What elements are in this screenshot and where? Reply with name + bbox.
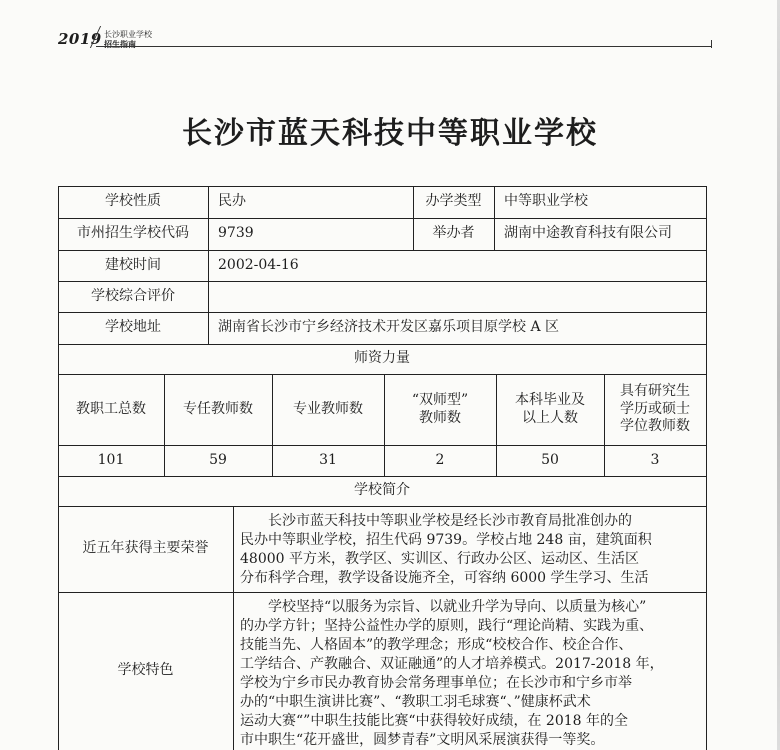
staff-header: 教职工总数 <box>76 400 146 417</box>
text-line: 的办学方针；坚持公益性办学的原则，践行“理论尚精、实践为重、 <box>240 618 654 634</box>
text-line: 学校为宁乡市民办教育协会常务理事单位；在长沙市和宁乡市举 <box>240 675 632 691</box>
text-line: 运动大赛“”中职生技能比赛“中获得较好成绩，在 2018 年的全 <box>240 713 628 729</box>
staff-header: 专业教师数 <box>293 400 363 417</box>
text-line: 48000 平方米，教学区、实训区、行政办公区、运动区、生活区 <box>240 551 639 567</box>
intro-section-title: 学校简介 <box>354 482 410 499</box>
founded-label: 建校时间 <box>105 256 161 273</box>
text-line: 办的“中职生演讲比赛”、“教职工羽毛球赛“、”健康杯武术 <box>240 694 591 710</box>
header-year: 2019 <box>58 30 102 48</box>
staff-header: 本科毕业及 以上人数 <box>515 392 585 426</box>
text-line: 长沙市蓝天科技中等职业学校是经长沙市教育局批准创办的 <box>240 513 632 529</box>
type-label: 办学类型 <box>425 193 482 210</box>
founded-value: 2002-04-16 <box>218 256 299 273</box>
nature-value: 民办 <box>218 193 246 210</box>
staff-value: 101 <box>97 451 125 468</box>
staff-header: 专任教师数 <box>183 400 253 417</box>
address-label: 学校地址 <box>105 319 161 336</box>
staff-value: 31 <box>319 451 337 468</box>
sponsor-label: 举办者 <box>432 225 475 242</box>
staff-value: 3 <box>650 451 660 468</box>
code-label: 市州招生学校代码 <box>77 225 189 242</box>
staff-header: 具有研究生 学历或硕士 学位教师数 <box>620 383 690 435</box>
honors-text <box>240 512 700 592</box>
nature-label: 学校性质 <box>105 193 161 210</box>
staff-header: “双师型” 教师数 <box>411 392 469 426</box>
type-value: 中等职业学校 <box>504 193 588 210</box>
page-header <box>56 26 712 50</box>
staff-value: 59 <box>209 451 227 468</box>
sponsor-value: 湖南中途教育科技有限公司 <box>504 225 672 242</box>
header-rule <box>96 46 712 47</box>
text-line: 民办中等职业学校，招生代码 9739。学校占地 248 亩，建筑面积 <box>240 532 652 548</box>
header-guide-title: 招生指南 <box>104 40 136 49</box>
text-line: 学校坚持“以服务为宗旨、以就业升学为导向、以质量为核心” <box>240 599 647 615</box>
text-line: 分布科学合理，教学设备设施齐全，可容纳 6000 学生学习、生活 <box>240 570 649 586</box>
page-title: 长沙市蓝天科技中等职业学校 <box>182 116 598 151</box>
staff-section-title: 师资力量 <box>354 350 410 367</box>
honors-label: 近五年获得主要荣誉 <box>82 540 209 557</box>
evaluation-label: 学校综合评价 <box>91 287 175 304</box>
text-line: 市中职生“花开盛世，圆梦青春”文明风采展演获得一等奖。 <box>240 732 605 748</box>
features-text <box>240 598 700 750</box>
staff-value: 2 <box>435 451 445 468</box>
header-series-title: 长沙职业学校 <box>104 30 152 39</box>
header-rule-end <box>711 40 712 48</box>
features-label: 学校特色 <box>117 662 174 679</box>
address-value: 湖南省长沙市宁乡经济技术开发区嘉乐项目原学校 A 区 <box>218 319 560 336</box>
evaluation-value <box>208 281 706 312</box>
staff-value: 50 <box>541 451 559 468</box>
code-value: 9739 <box>218 225 254 242</box>
text-line: 工学结合、产教融合、双证融通”的人才培养模式。2017-2018 年， <box>240 656 664 672</box>
text-line: 技能当先、人格固本”的教学理念；形成“校校合作、校企合作、 <box>240 637 633 653</box>
